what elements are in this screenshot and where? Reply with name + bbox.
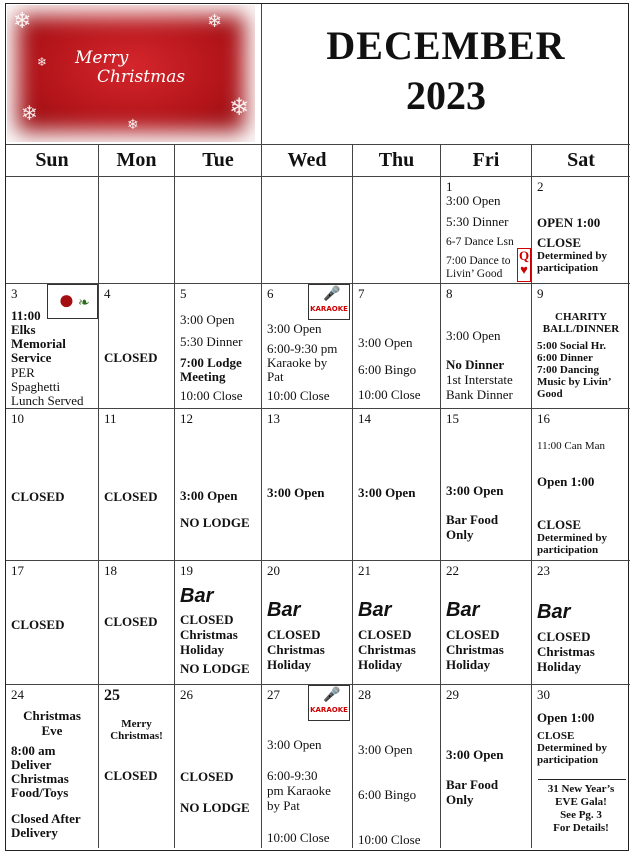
event-line: Memorial	[11, 336, 66, 351]
event-line: 31 New Year’s	[547, 783, 615, 795]
event-line: Christmas	[358, 642, 416, 657]
event-line: Merry	[121, 718, 152, 730]
day-number: 12	[180, 411, 193, 426]
event-line: Christmas	[180, 627, 238, 642]
day-number: 10	[11, 411, 24, 426]
event-line: 3:00 Open	[446, 193, 501, 208]
event-line: Lunch Served	[11, 393, 84, 408]
event-line: 1st Interstate	[446, 372, 513, 387]
day-cell-empty	[175, 177, 262, 284]
day-cell-dec-4	[99, 284, 175, 409]
day-number: 20	[267, 563, 280, 578]
event-line: Holiday	[180, 642, 225, 657]
event-line: CLOSED	[104, 614, 158, 629]
event-line: 6-7 Dance Lsn	[446, 236, 514, 248]
event-line: CLOSE	[537, 517, 582, 532]
day-cell-dec-25	[99, 685, 175, 848]
event-line: CLOSED	[180, 612, 234, 627]
dow-sun: Sun	[6, 145, 99, 177]
dow-fri: Fri	[441, 145, 532, 177]
snowflake-icon: ❄	[21, 101, 38, 125]
day-cell-dec-5	[175, 284, 262, 409]
day-number: 24	[11, 687, 24, 702]
day-cell-empty	[353, 177, 441, 284]
event-line: PER	[11, 365, 35, 380]
event-line: CLOSED	[11, 617, 65, 632]
day-number: 2	[537, 179, 544, 194]
event-line: 3:00 Open	[446, 328, 501, 343]
event-line: Holiday	[537, 659, 582, 674]
day-cell-dec-3	[6, 284, 99, 409]
karaoke-image	[308, 284, 350, 320]
year-title: 2023	[406, 73, 486, 118]
day-cell-dec-26	[175, 685, 262, 848]
event-line: Christmas	[537, 644, 595, 659]
karaoke-label: KARAOKE	[310, 706, 348, 714]
event-line: CLOSED	[104, 350, 158, 365]
event-line: Delivery	[11, 825, 58, 840]
day-number: 8	[446, 286, 453, 301]
event-line: Christmas	[267, 642, 325, 657]
event-line: Christmas	[11, 771, 69, 786]
event-line: Bar	[537, 601, 571, 623]
event-line: Karaoke by	[267, 355, 328, 370]
day-cell-empty	[262, 177, 353, 284]
event-line: Open 1:00	[537, 710, 595, 725]
event-line: CHARITY	[555, 311, 607, 323]
day-number: 29	[446, 687, 459, 702]
month-title-box	[262, 4, 630, 145]
day-cell-dec-27	[262, 685, 353, 848]
event-line: EVE Gala!	[555, 796, 607, 808]
event-line: Bar	[446, 599, 480, 621]
rose-icon: ●	[58, 285, 75, 316]
day-cell-empty	[99, 177, 175, 284]
event-line: Music by Livin’	[537, 376, 612, 388]
day-number: 21	[358, 563, 371, 578]
event-line: Holiday	[358, 657, 403, 672]
event-line: CLOSED	[104, 768, 158, 783]
event-line: Deliver	[11, 757, 52, 772]
day-number: 22	[446, 563, 459, 578]
event-line: Bank Dinner	[446, 387, 513, 402]
day-number: 26	[180, 687, 193, 702]
dow-mon: Mon	[99, 145, 175, 177]
event-line: 8:00 am	[11, 743, 56, 758]
event-line: CLOSE	[537, 730, 575, 742]
event-line: 3:00 Open	[267, 737, 322, 752]
event-line: CLOSED	[446, 627, 500, 642]
dow-tue: Tue	[175, 145, 262, 177]
leaf-icon: ❧	[78, 296, 90, 311]
event-line: 10:00 Close	[267, 830, 330, 845]
day-cell-dec-7	[353, 284, 441, 409]
dow-wed: Wed	[262, 145, 353, 177]
event-line: OPEN 1:00	[537, 215, 601, 230]
day-number: 19	[180, 563, 193, 578]
microphone-icon: 🎤	[323, 688, 341, 703]
event-line: Christmas!	[110, 730, 163, 742]
day-cell-dec-2	[532, 177, 630, 284]
event-line: 3:00 Open	[358, 335, 413, 350]
event-line: CLOSED	[180, 769, 234, 784]
day-number: 14	[358, 411, 371, 426]
snowflake-icon: ❄	[229, 93, 250, 121]
event-line: 3:00 Open	[358, 742, 413, 757]
event-line: 3:00 Open	[446, 483, 504, 498]
event-line: BALL/DINNER	[542, 323, 620, 335]
event-line: 7:00 Lodge	[180, 355, 242, 370]
event-line: Bar	[180, 585, 214, 607]
event-line: Only	[446, 527, 474, 542]
calendar-grid	[5, 3, 629, 851]
day-cell-dec-12	[175, 409, 262, 561]
event-line: 11:00 Can Man	[537, 440, 606, 452]
event-line: Bar	[358, 599, 392, 621]
karaoke-label: KARAOKE	[310, 305, 348, 313]
event-line: 6:00-9:30 pm	[267, 341, 338, 356]
day-number: 4	[104, 286, 111, 301]
day-number: 7	[358, 286, 365, 301]
day-number: 30	[537, 687, 550, 702]
day-cell-empty	[6, 177, 99, 284]
event-line: Meeting	[180, 369, 226, 384]
event-line: CLOSED	[267, 627, 321, 642]
day-cell-dec-18	[99, 561, 175, 685]
event-line: Pat	[267, 369, 284, 384]
playing-card-icon: Q ♥	[517, 248, 531, 282]
day-cell-dec-19	[175, 561, 262, 685]
day-number: 6	[267, 286, 274, 301]
christmas-card-image	[6, 4, 262, 145]
day-cell-dec-14	[353, 409, 441, 561]
event-line: Holiday	[446, 657, 491, 672]
event-line: Only	[446, 792, 474, 807]
month-title: DECEMBER	[326, 23, 566, 68]
event-line: Open 1:00	[537, 474, 595, 489]
microphone-icon: 🎤	[323, 287, 341, 302]
day-number: 5	[180, 286, 187, 301]
event-line: Livin’ Good	[446, 268, 503, 280]
day-number: 13	[267, 411, 280, 426]
day-number: 27	[267, 687, 280, 702]
event-line: Determined by	[537, 250, 607, 262]
event-line: 5:00 Social Hr.	[537, 340, 606, 352]
day-number: 1	[446, 179, 453, 194]
event-line: CLOSED	[358, 627, 412, 642]
event-line: Elks	[11, 322, 36, 337]
snowflake-icon: ❄	[207, 11, 223, 32]
event-line: 3:00 Open	[358, 485, 416, 500]
event-line: Service	[11, 350, 52, 365]
event-line: participation	[537, 262, 599, 274]
day-number: 9	[537, 286, 544, 301]
event-line: 3:00 Open	[267, 485, 325, 500]
day-number: 11	[104, 411, 117, 426]
event-line: participation	[537, 754, 599, 766]
event-line: CLOSED	[104, 489, 158, 504]
event-line: 7:00 Dancing	[537, 364, 600, 376]
day-number: 23	[537, 563, 550, 578]
event-line: 5:30 Dinner	[446, 214, 509, 229]
day-cell-dec-21	[353, 561, 441, 685]
event-line: Closed After	[11, 811, 81, 826]
event-line: NO LODGE	[180, 661, 250, 676]
event-line: 3:00 Open	[267, 321, 322, 336]
event-line: 10:00 Close	[358, 387, 421, 402]
event-line: CLOSE	[537, 235, 582, 250]
day-cell-dec-16	[532, 409, 630, 561]
event-line: 6:00 Bingo	[358, 787, 417, 802]
event-line: Bar	[267, 599, 301, 621]
divider	[538, 779, 626, 780]
event-line: For Details!	[553, 822, 609, 834]
day-number: 18	[104, 563, 117, 578]
day-cell-dec-6	[262, 284, 353, 409]
day-cell-dec-11	[99, 409, 175, 561]
event-line: by Pat	[267, 798, 300, 813]
day-number: 17	[11, 563, 24, 578]
snowflake-icon: ❄	[127, 117, 139, 133]
event-line: Bar Food	[446, 777, 499, 792]
day-cell-dec-17	[6, 561, 99, 685]
day-cell-dec-29	[441, 685, 532, 848]
event-line: pm Karaoke	[267, 783, 331, 798]
event-line: 3:00 Open	[180, 312, 235, 327]
event-line: 3:00 Open	[180, 488, 238, 503]
event-line: See Pg. 3	[560, 809, 602, 821]
event-line: 3:00 Open	[446, 747, 504, 762]
event-line: Bar Food	[446, 512, 499, 527]
event-line: NO LODGE	[180, 800, 250, 815]
rose-image	[47, 284, 98, 319]
event-line: 10:00 Close	[180, 388, 243, 403]
day-number: 15	[446, 411, 459, 426]
day-cell-dec-10	[6, 409, 99, 561]
day-cell-dec-8	[441, 284, 532, 409]
day-cell-dec-9	[532, 284, 630, 409]
event-line: Food/Toys	[11, 785, 69, 800]
event-line: 11:00	[11, 308, 41, 323]
day-cell-dec-20	[262, 561, 353, 685]
day-cell-dec-13	[262, 409, 353, 561]
event-line: Determined by	[537, 532, 607, 544]
snowflake-icon: ❄	[13, 9, 32, 34]
event-line: CLOSED	[537, 629, 591, 644]
event-line: Eve	[41, 723, 63, 738]
day-number: 25	[104, 687, 120, 704]
event-line: CLOSED	[11, 489, 65, 504]
event-line: Holiday	[267, 657, 312, 672]
day-cell-dec-28	[353, 685, 441, 848]
event-line: participation	[537, 544, 599, 556]
karaoke-image	[308, 685, 350, 721]
event-line: Spaghetti	[11, 379, 61, 394]
event-line: 10:00 Close	[358, 832, 421, 847]
event-line: 10:00 Close	[267, 388, 330, 403]
day-number: 3	[11, 286, 18, 301]
event-line: 6:00-9:30	[267, 768, 318, 783]
card-greeting: Merry Christmas	[75, 48, 186, 87]
event-line: No Dinner	[446, 357, 505, 372]
day-cell-dec-15	[441, 409, 532, 561]
day-cell-dec-1	[441, 177, 532, 284]
card-background	[7, 5, 255, 142]
event-line: Christmas	[23, 708, 81, 723]
snowflake-icon: ❄	[37, 55, 48, 69]
dow-thu: Thu	[353, 145, 441, 177]
day-number: 16	[537, 411, 550, 426]
event-line: 6:00 Bingo	[358, 362, 417, 377]
event-line: 7:00 Dance to	[446, 255, 511, 267]
event-line: NO LODGE	[180, 515, 250, 530]
event-line: 5:30 Dinner	[180, 334, 243, 349]
day-cell-dec-23	[532, 561, 630, 685]
event-line: Christmas	[446, 642, 504, 657]
event-line: Determined by	[537, 742, 607, 754]
day-cell-dec-24	[6, 685, 99, 848]
day-cell-dec-22	[441, 561, 532, 685]
day-number: 28	[358, 687, 371, 702]
day-cell-dec-30	[532, 685, 630, 848]
event-line: 6:00 Dinner	[537, 352, 593, 364]
event-line: Good	[537, 388, 563, 400]
dow-sat: Sat	[532, 145, 630, 177]
